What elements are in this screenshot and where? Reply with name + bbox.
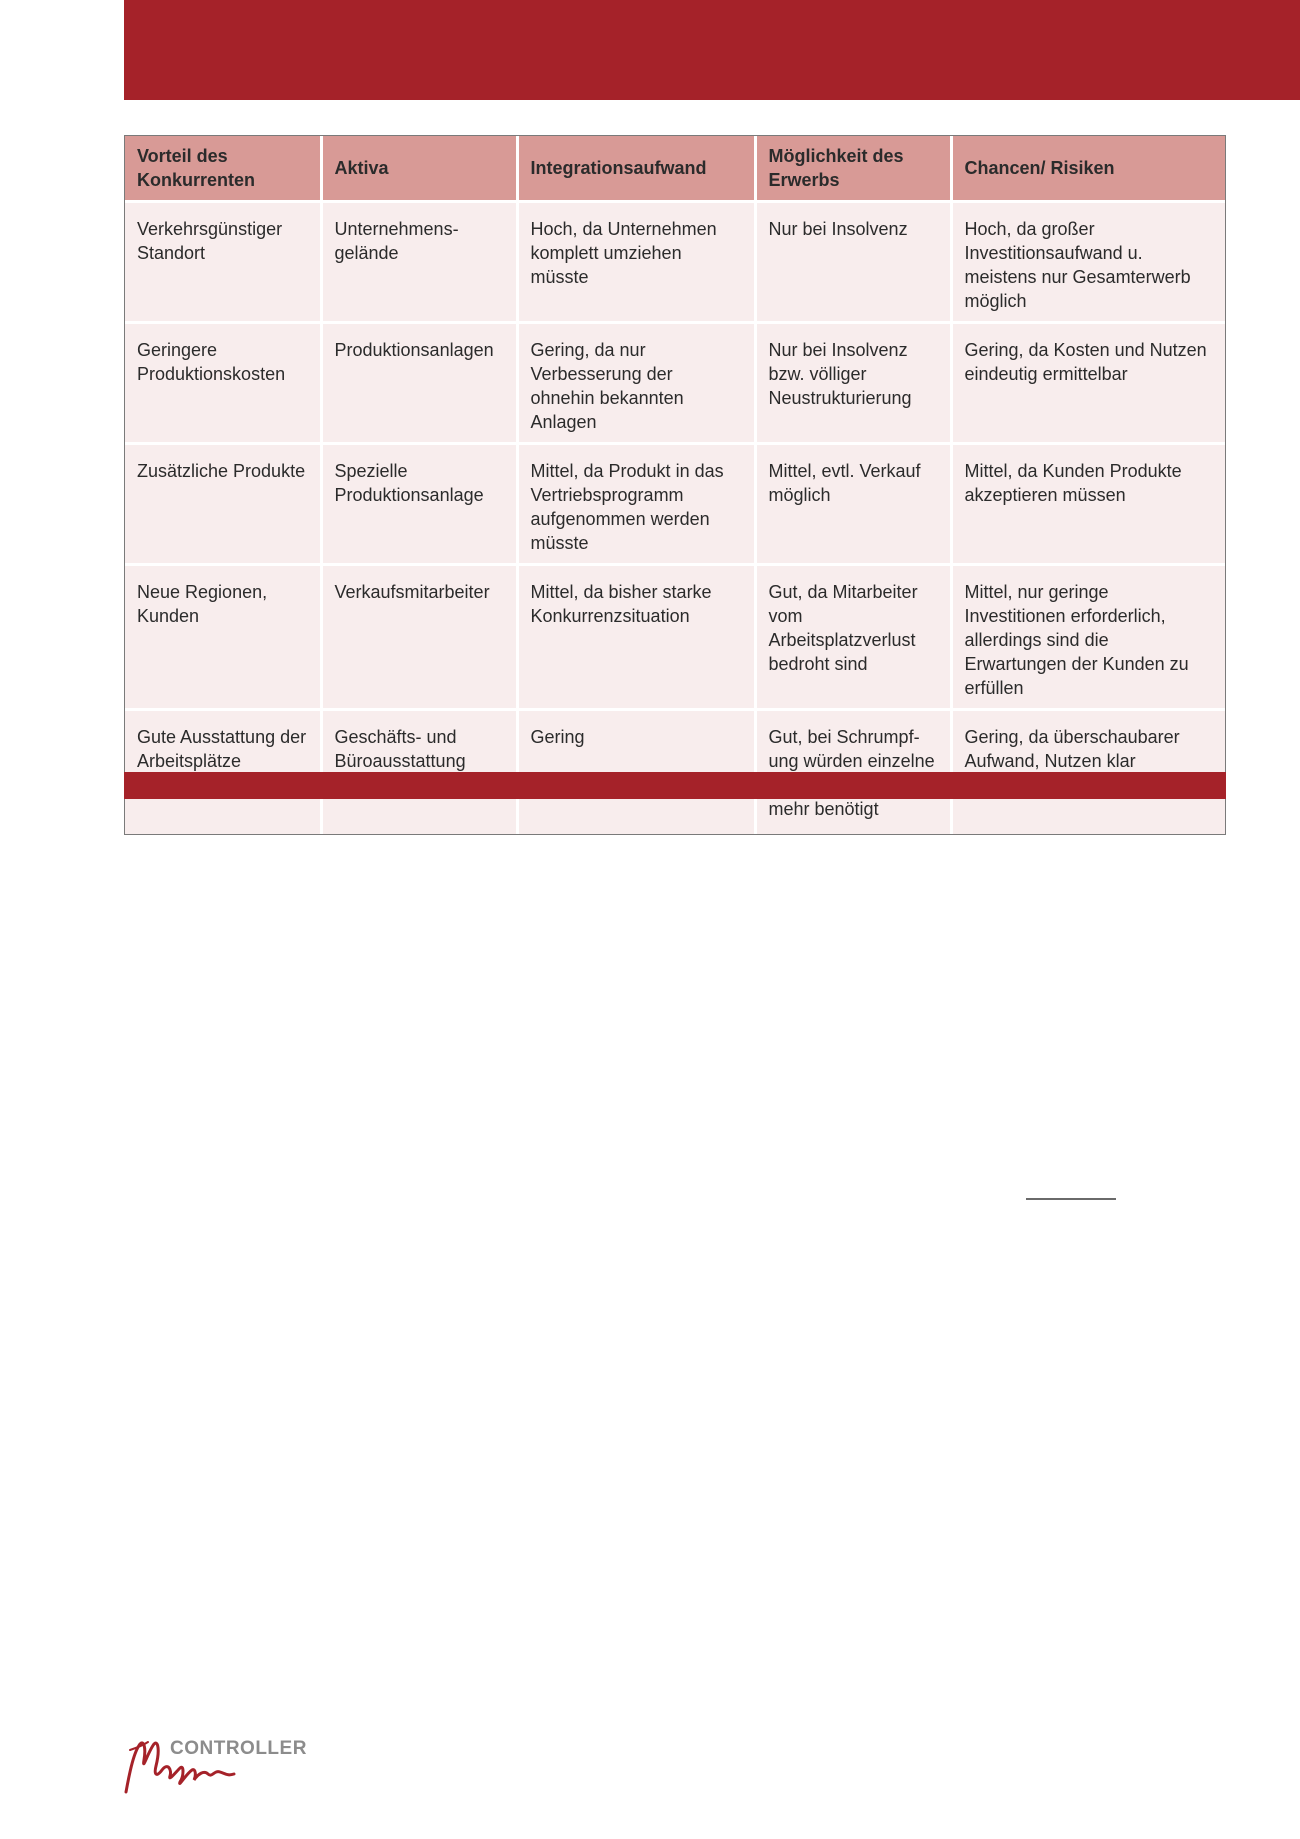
table-row [125,202,1225,323]
table-row [125,323,1225,444]
table-cell: Nur bei Insolvenz bzw. völliger Neustrukturierung [755,323,951,444]
table-cell: Mittel, da bisher starke Konkurrenzsituation [517,565,755,710]
table-cell: Mittel, da Kunden Produkte akzeptieren müssen [951,444,1225,565]
table-cell: Nur bei Insolvenz [755,202,951,323]
table-cell: Mittel, evtl. Verkauf möglich [755,444,951,565]
table-cell: Gut, bei Schrumpf-ung würden einzelne mehr benötigt [755,710,951,834]
table-cell: Zusätzliche Produkte [125,444,321,565]
column-header-aktiva: Aktiva [321,136,517,202]
table-cell: Mittel, da Produkt in das Vertriebsprogramm aufgenommen werden müsste [517,444,755,565]
comparison-table [124,135,1226,835]
table-row [125,565,1225,710]
table [125,136,1225,834]
table-cell: Gering, da Kosten und Nutzen eindeutig ermittelbar [951,323,1225,444]
table-cell: Mittel, nur geringe Investitionen erforderlich, allerdings sind die Erwartungen der Kunden zu erfüllen [951,565,1225,710]
footnote-rule [1026,1198,1116,1200]
table-cell: Spezielle Produktionsanlage [321,444,517,565]
column-header-chancen-risiken: Chancen/ Risiken [951,136,1225,202]
table-cell: Gering, da nur Verbesserung der ohnehin bekannten Anlagen [517,323,755,444]
column-header-erwerb: Möglichkeit des Erwerbs [755,136,951,202]
table-cell: Geschäfts- und Büroausstattung [321,710,517,834]
table-cell: Geringere Produktionskosten [125,323,321,444]
table-cell: Hoch, da großer Investitionsaufwand u. meistens nur Gesamterwerb möglich [951,202,1225,323]
table-row [125,444,1225,565]
table-cell: Neue Regionen, Kunden [125,565,321,710]
table-cell: Verkaufsmitarbeiter [321,565,517,710]
logo-wordmark: CONTROLLER [170,1738,307,1759]
column-header-integrationsaufwand: Integrationsaufwand [517,136,755,202]
table-cell: Hoch, da Unternehmen komplett umziehen müsste [517,202,755,323]
table-footer-band [124,772,1226,799]
column-header-vorteil: Vorteil des Konkurrenten [125,136,321,202]
table-cell: Gute Ausstattung der Arbeitsplätze [125,710,321,834]
table-header-row [125,136,1225,202]
table-cell: Verkehrsgünstiger Standort [125,202,321,323]
table-cell: Produktionsanlagen [321,323,517,444]
header-band [124,0,1300,100]
controller-magazin-logo [122,1730,307,1798]
table-cell: Unternehmens-gelände [321,202,517,323]
table-cell: Gering [517,710,755,834]
table-cell: Gering, da überschaubarer Aufwand, Nutzen klar [951,710,1225,834]
table-cell: Gut, da Mitarbeiter vom Arbeitsplatzverlust bedroht sind [755,565,951,710]
